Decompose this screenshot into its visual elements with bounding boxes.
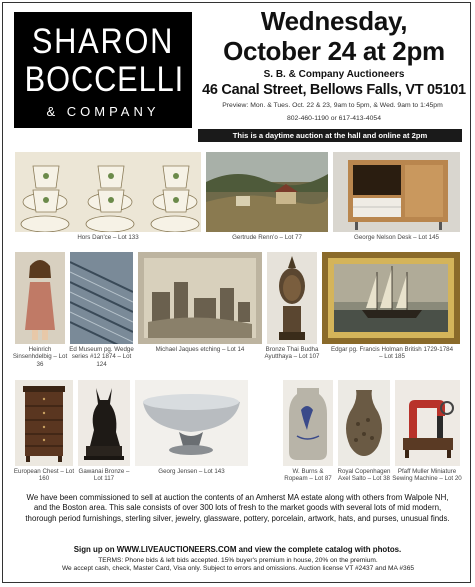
- preview-hours: Preview: Mon. & Tues. Oct. 22 & 23, 9am to 5pm, & Wed. 9am to 1:45pm: [222, 102, 443, 109]
- logo-line-1: SHARON: [31, 22, 175, 61]
- photo-ship-painting: [322, 252, 460, 344]
- caption-salto-vase: Royal Copenhagen Axel Salto – Lot 38: [337, 468, 391, 483]
- caption-landscape-painting: Gertrude Renn’o – Lot 77: [232, 234, 302, 241]
- logo-line-3: & COMPANY: [46, 104, 160, 119]
- caption-teacups: Hors Dan'ce – Lot 133: [77, 234, 139, 241]
- terms-line-2: We accept cash, check, Master Card, Visa only. Subject to errors and omissions. Auction license VT #2437 and MA #365: [61, 565, 415, 573]
- caption-bronze-dog: Gawanai Bronze – Lot 117: [78, 468, 130, 483]
- signup-line: Sign up on WWW.LIVEAUCTIONEERS.COM and view the complete catalog with photos.: [73, 545, 402, 554]
- photo-jaques-etching: [138, 252, 262, 344]
- photo-teacups: [15, 152, 201, 232]
- logo-line-2: BOCCELLI: [24, 60, 185, 99]
- caption-thai-buddha: Bronze Thai Budha Ayutthaya – Lot 107: [264, 346, 320, 361]
- photo-wedge-series: [70, 252, 133, 344]
- caption-jaques-etching: Michael Jaques etching – Lot 14: [155, 346, 245, 353]
- photo-european-chest: [15, 380, 73, 466]
- photo-salto-vase: [338, 380, 390, 466]
- caption-jensen-bowl: Georg Jensen – Lot 143: [158, 468, 225, 475]
- caption-stoneware-crock: W. Burns & Ropeam – Lot 87: [284, 468, 332, 483]
- photo-stoneware-crock: [283, 380, 333, 466]
- caption-doll: Heinrich Sinsenhdelbig – Lot 36: [12, 346, 68, 368]
- phone-numbers: 802-460-1190 or 617-413-4054: [287, 115, 381, 122]
- auction-date-line-2: October 24 at 2pm: [223, 36, 445, 66]
- caption-sewing-machine: Pfaff Muller Miniature Sewing Machine – Lot 20: [392, 468, 462, 483]
- auction-address: 46 Canal Street, Bellows Falls, VT 05101: [202, 82, 466, 98]
- photo-thai-buddha: [267, 252, 317, 344]
- auctioneer-name: S. B. & Company Auctioneers: [263, 69, 405, 80]
- caption-european-chest: European Chest – Lot 160: [13, 468, 75, 483]
- photo-sewing-machine: [395, 380, 460, 466]
- caption-nelson-desk: George Nelson Desk – Lot 145: [354, 234, 439, 241]
- auction-date-line-1: Wednesday,: [260, 6, 408, 36]
- auction-banner: This is a daytime auction at the hall and online at 2pm: [198, 129, 462, 142]
- estate-description: We have been commissioned to sell at auction the contents of an Amherst MA estate along with others from Walpole NH, and the Boston area. This sale consists of over 300 lots of fresh to the market goods with several lots of mid modern, thorough period furnishings, sterling silver, jewelry, glassware, pottery, porcelain, artwork, hats, and purses, unusual finds.: [25, 493, 450, 523]
- photo-doll: [15, 252, 65, 344]
- caption-ship-painting: Edgar pg. Francis Holman British 1729-1784 – Lot 185: [330, 346, 454, 361]
- photo-nelson-desk: [333, 152, 460, 232]
- terms-text: [14, 557, 462, 573]
- company-logo: [14, 12, 192, 128]
- photo-jensen-bowl: [135, 380, 248, 466]
- terms-line-1: TERMS: Phone bids & left bids accepted. 15% buyer's premium in house, 20% on the premium.: [98, 557, 378, 564]
- caption-wedge-series: Ed Museum pg. Wedge series #12 1874 – Lot 124: [69, 346, 134, 368]
- photo-landscape-painting: [206, 152, 328, 232]
- photo-bronze-dog: [78, 380, 130, 466]
